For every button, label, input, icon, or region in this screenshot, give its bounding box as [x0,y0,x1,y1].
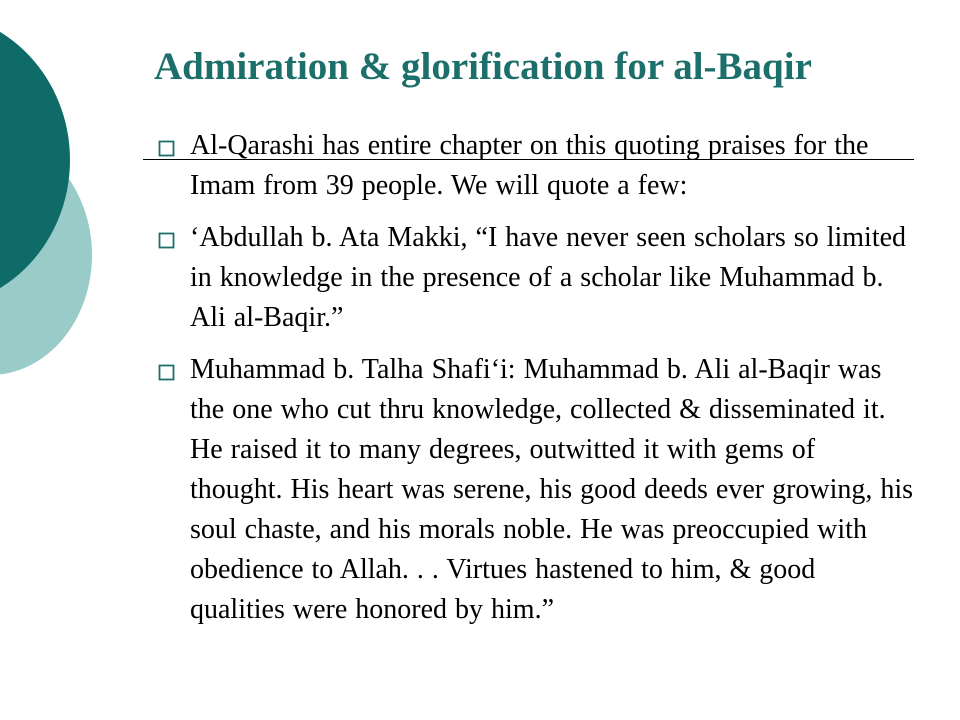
bullet-text: ‘Abdullah b. Ata Makki, “I have never seen scholars so limited in knowledge in the presence of a scholar like Muhammad b. Ali al-Baqir.” [190,222,907,333]
hollow-square-bullet-icon [158,364,175,381]
hollow-square-bullet-icon [158,232,175,249]
bullet-text: Al-Qarashi has entire chapter on this quoting praises for the Imam from 39 people. We will quote a few: [190,130,869,201]
bullet-text: Muhammad b. Talha Shafi‘i: Muhammad b. Ali al-Baqir was the one who cut thru knowledge, collected & disseminated it. He raised it to many degrees, outwitted it with gems of thought. His heart was serene, his good deeds ever growing, his soul chaste, and his morals noble. He was preoccupied with obedience to Allah. . . Virtues hastened to him, & good qualities were honored by him.” [190,354,914,625]
decorative-circles [0,0,120,400]
bullet-item [154,218,914,338]
bullet-item [154,126,914,206]
hollow-square-bullet-icon [158,140,175,157]
bullet-item [154,350,914,630]
bullet-list [154,126,914,642]
slide-title: Admiration & glorification for al-Baqir [154,45,812,88]
